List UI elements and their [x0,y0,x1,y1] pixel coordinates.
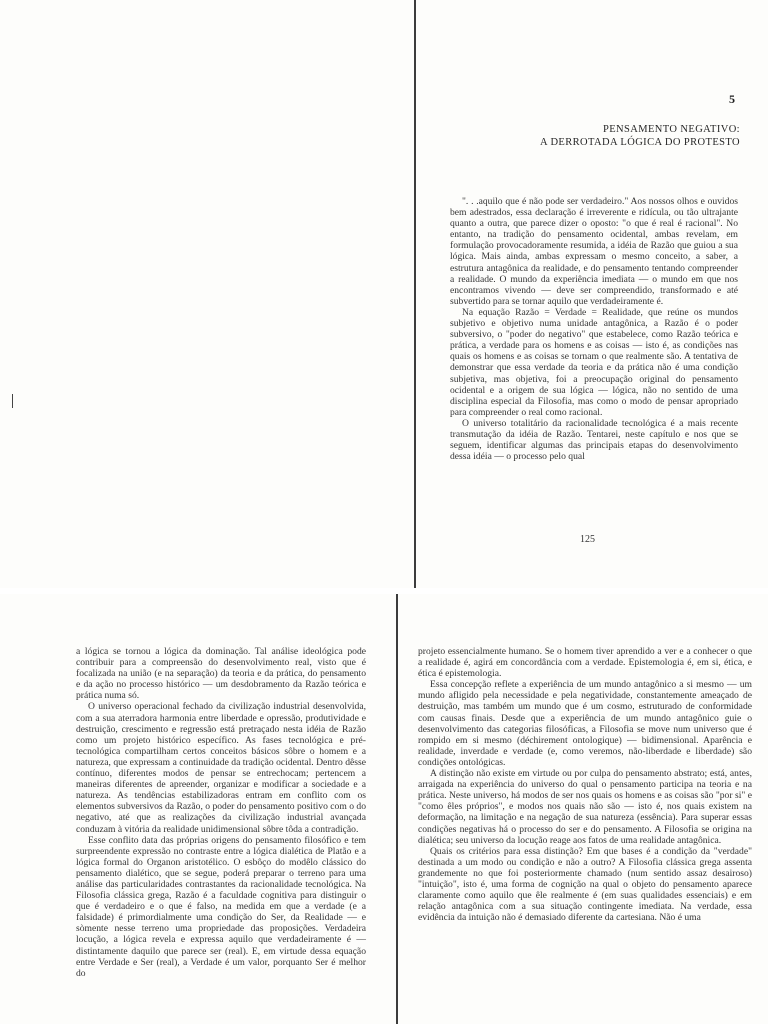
scan-margin-mark [12,394,13,408]
paragraph: Esse conflito data das próprias origens do pensamento filosófico e tem surpreendente expressão no contraste entre a lógica dialética de Platão e a lógica formal do Organon aristotélico. O esbôço do modêlo clássico do pensamento dialético, que se segue, poderá preparar o terreno para uma análise das particularidades contrastantes da racionalidade tecnológica. Na Filosofia clássica grega, Razão é a faculdade cognitiva para distinguir o que é verdadeiro e o que é falso, na medida em que a verdade (e a falsidade) é primordialmente uma condição do Ser, da Realidade — e sòmente nesse terreno uma propriedade das proposições. Verdadeira locução, a lógica revela e expressa aquilo que verdadeiramente é — distintamente daquilo que parece ser (real). E, em virtude dessa equação entre Verdade e Ser (real), a Verdade é um valor, porquanto Ser é melhor do [76,834,366,979]
chapter-title-line-1: PENSAMENTO NEGATIVO: [602,124,740,135]
folio-number: 125 [580,534,595,545]
paragraph: A distinção não existe em virtude ou por culpa do pensamento abstrato; está, antes, arraigada na experiência do universo do qual o pensamento participa na teoria e na prática. Neste universo, há modos de ser nos quais os homens e as coisas são "por si" e "como êles próprios", e modos nos quais não são — isto é, nos quais existem na deformação, na limitação e na negação de sua natureza (essência). Para superar essas condições negativas há o processo do ser e do pensamento. A Filosofia se origina na dialética; seu universo da locução reage aos fatos de uma realidade antagônica. [418,768,752,846]
upper-right-body [450,196,738,462]
paragraph: O universo totalitário da racionalidade tecnológica é a mais recente transmutação da idéia de Razão. Tentarei, neste capítulo e nos que se seguem, identificar algumas das principais etapas do desenvolvimento dessa idéia — o processo pelo qual [450,417,738,463]
paragraph: O universo operacional fechado da civilização industrial desenvolvida, com a sua aterradora harmonia entre liberdade e opressão, produtividade e destruição, crescimento e regressão está pretraçado nesta idéia de Razão como um projeto histórico específico. As fases tecnológica e pré-tecnológica compartilham certos conceitos básicos sôbre o homem e a natureza, que expressam a continuidade da tradição ocidental. Dentro dêsse contínuo, diferentes modos de pensar se entrechocam; pertencem a maneiras diferentes de apreender, organizar e modificar a sociedade e a natureza. As tendências estabilizadoras entram em conflito com os elementos subversivos da Razão, o poder do pensamento positivo com o do negativo, até que as realizações da civilização industrial avançada conduzam à vitória da realidade unidimensional sôbre tôda a contradição. [76,701,366,835]
lower-spread [0,594,768,1024]
paragraph: Essa concepção reflete a experiência de um mundo antagônico a si mesmo — um mundo afligido pela necessidade e pela negatividade, constantemente ameaçado de destruição, mas também um mundo que é um cosmo, estruturado de conformidade com causas finais. Desde que a experiência de um mundo antagônico guie o desenvolvimento das categorias filosóficas, a Filosofia se move num universo que é rompido em si mesmo (déchirement ontologique) — bidimensional. Aparência e realidade, inverdade e verdade (e, como veremos, não-liberdade e liberdade) são condições ontológicas. [418,679,752,768]
paragraph: projeto essencialmente humano. Se o homem tiver aprendido a ver e a conhecer o que a realidade é, agirá em concordância com a verdade. Epistemologia é, em si, ética, e ética é epistemologia. [418,646,752,680]
chapter-number: 5 [729,92,735,106]
chapter-title-line-2: A DERROTADA LÓGICA DO PROTESTO [540,136,740,148]
upper-gutter-line [414,0,416,588]
lower-right-body [418,646,752,923]
paragraph: a lógica se tornou a lógica da dominação. Tal análise ideológica pode contribuir para a compreensão do desenvolvimento real, visto que é focalizada na união (e na separação) da teoria e da prática, do pensamento e da ação no processo histórico — um desdobramento da Razão teórica e prática numa só. [76,646,366,702]
lower-left-body [76,646,366,979]
chapter-title [492,124,740,149]
paragraph: Na equação Razão = Verdade = Realidade, que reúne os mundos subjetivo e objetivo numa unidade antagônica, a Razão é o poder subversivo, o "poder do negativo" que estabelece, como Razão teórica e prática, a verdade para os homens e as coisas — isto é, as condições nas quais os homens e as coisas se tornam o que realmente são. A tentativa de demonstrar que essa verdade da teoria e da prática não é uma condição subjetiva, mas objetiva, foi a preocupação original do pensamento ocidental e a origem de sua lógica — lógica, não no sentido de uma disciplina especial da Filosofia, mas como o modo de pensar apropriado para compreender o real como racional. [450,306,738,418]
paragraph: Quais os critérios para essa distinção? Em que bases é a condição da "verdade" destinada a um modo ou condição e não a outro? A Filosofia clássica grega assenta grandemente no que foi posteriormente chamado (num sentido assaz desairoso) "intuição", isto é, uma forma de cognição na qual o objeto do pensamento aparece claramente como aquilo que êle realmente é (em suas qualidades essenciais) e em relação antagônica com a sua situação contingente imediata. Na verdade, essa evidência da intuição não é demasiado diferente da cartesiana. Não é uma [418,845,752,924]
lower-gutter-line [396,594,398,1024]
paragraph: ". . .aquilo que é não pode ser verdadeiro." Aos nossos olhos e ouvidos bem adestrados, essa declaração é irreverente e ridícula, ou tão ultrajante quanto a outra, que parece dizer o oposto: "o que é real é racional". No entanto, na tradição do pensamento ocidental, ambas revelam, em formulação provocadoramente resumida, a idéia de Razão que guiou a sua lógica. Mais ainda, ambas expressam o mesmo conceito, a saber, a estrutura antagônica da realidade, e do pensamento tentando compreender a realidade. O mundo da experiência imediata — o mundo em que nos encontramos vivendo — deve ser compreendido, transformado e até subvertido para se tornar aquilo que verdadeiramente é. [450,196,738,307]
